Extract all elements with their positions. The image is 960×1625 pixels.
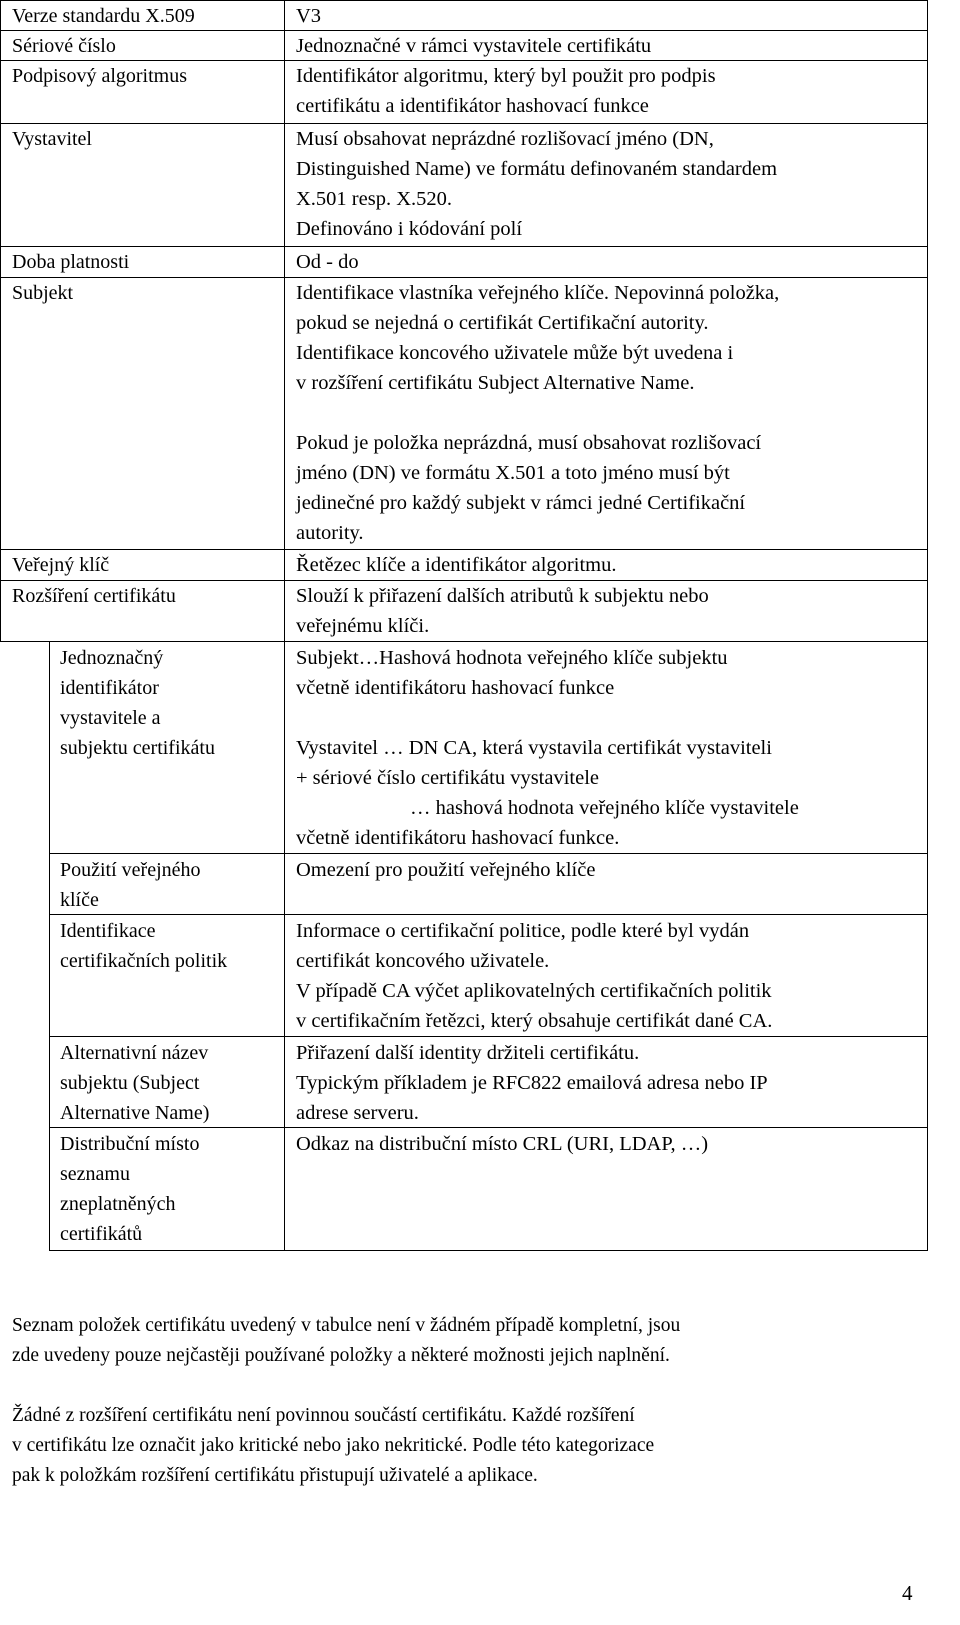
extension-desc: Vystavitel … DN CA, která vystavila certifikát vystaviteli xyxy=(296,737,772,759)
table-border xyxy=(0,30,928,31)
extension-desc: Typickým příkladem je RFC822 emailová adresa nebo IP xyxy=(296,1072,768,1094)
row-desc: certifikátu a identifikátor hashovací funkce xyxy=(296,95,649,117)
row-desc: V3 xyxy=(296,5,322,27)
extension-label: seznamu xyxy=(60,1163,130,1185)
row-desc: v rozšíření certifikátu Subject Alternative Name. xyxy=(296,372,695,394)
row-desc: Identifikace koncového uživatele může být uvedena i xyxy=(296,342,734,364)
extension-label: Distribuční místo xyxy=(60,1133,200,1155)
row-desc: jedinečné pro každý subjekt v rámci jedné Certifikační xyxy=(296,492,746,514)
row-desc: Identifikátor algoritmu, který byl použit pro podpis xyxy=(296,65,716,87)
extension-label: Alternativní název xyxy=(60,1042,209,1064)
extension-desc: V případě CA výčet aplikovatelných certifikačních politik xyxy=(296,980,772,1002)
row-desc: Řetězec klíče a identifikátor algoritmu. xyxy=(296,554,617,576)
extension-desc: Subjekt…Hashová hodnota veřejného klíče subjektu xyxy=(296,647,728,669)
row-desc: veřejnému klíči. xyxy=(296,615,430,637)
row-label: Podpisový algoritmus xyxy=(12,65,188,87)
table-border xyxy=(49,1036,928,1037)
paragraph-line: zde uvedeny pouze nejčastěji používané položky a některé možnosti jejich naplnění. xyxy=(12,1345,670,1366)
extension-desc: Přiřazení další identity držiteli certifikátu. xyxy=(296,1042,640,1064)
row-desc: X.501 resp. X.520. xyxy=(296,188,453,210)
row-desc: Od - do xyxy=(296,251,359,273)
page-number: 4 xyxy=(902,1581,913,1605)
table-border xyxy=(0,641,928,642)
table-border xyxy=(0,277,928,278)
row-desc: Slouží k přiřazení dalších atributů k subjektu nebo xyxy=(296,585,709,607)
row-desc: autority. xyxy=(296,522,364,544)
row-label: Verze standardu X.509 xyxy=(12,5,195,27)
extension-label: certifikátů xyxy=(60,1223,143,1245)
table-border xyxy=(0,549,928,550)
table-border xyxy=(0,0,928,1)
table-border xyxy=(0,60,928,61)
table-border xyxy=(49,641,50,1251)
row-label: Rozšíření certifikátu xyxy=(12,585,176,607)
extension-desc: včetně identifikátoru hashovací funkce xyxy=(296,677,615,699)
row-desc: Distinguished Name) ve formátu definovaném standardem xyxy=(296,158,778,180)
extension-label: certifikačních politik xyxy=(60,950,228,972)
row-label: Veřejný klíč xyxy=(12,554,110,576)
extension-desc: včetně identifikátoru hashovací funkce. xyxy=(296,827,620,849)
extension-desc: Odkaz na distribuční místo CRL (URI, LDAP, …) xyxy=(296,1133,709,1155)
extension-desc: certifikát koncového uživatele. xyxy=(296,950,550,972)
extension-label: subjektu certifikátu xyxy=(60,737,215,759)
extension-label: zneplatněných xyxy=(60,1193,176,1215)
row-label: Subjekt xyxy=(12,282,74,304)
extension-desc: + sériové číslo certifikátu vystavitele xyxy=(296,767,600,789)
table-border xyxy=(284,0,285,1251)
row-desc: pokud se nejedná o certifikát Certifikační autority. xyxy=(296,312,709,334)
table-border xyxy=(49,853,928,854)
extension-label: vystavitele a xyxy=(60,707,161,729)
row-label: Doba platnosti xyxy=(12,251,130,273)
extension-desc: … hashová hodnota veřejného klíče vystavitele xyxy=(410,797,799,819)
row-desc: Identifikace vlastníka veřejného klíče. Nepovinná položka, xyxy=(296,282,780,304)
table-border xyxy=(0,123,928,124)
paragraph-line: Seznam položek certifikátu uvedený v tabulce není v žádném případě kompletní, jsou xyxy=(12,1315,681,1336)
table-border xyxy=(0,0,1,642)
paragraph-line: pak k položkám rozšíření certifikátu přistupují uživatelé a aplikace. xyxy=(12,1465,538,1486)
extension-desc: Omezení pro použití veřejného klíče xyxy=(296,859,596,881)
row-desc: Jednoznačné v rámci vystavitele certifikátu xyxy=(296,35,652,57)
table-border xyxy=(0,246,928,247)
extension-label: Alternative Name) xyxy=(60,1102,210,1124)
row-desc: Musí obsahovat neprázdné rozlišovací jméno (DN, xyxy=(296,128,714,150)
paragraph-line: Žádné z rozšíření certifikátu není povinnou součástí certifikátu. Každé rozšíření xyxy=(12,1405,635,1426)
extension-desc: adrese serveru. xyxy=(296,1102,419,1124)
row-label: Sériové číslo xyxy=(12,35,116,57)
extension-label: Jednoznačný xyxy=(60,647,164,669)
table-border xyxy=(0,580,928,581)
extension-label: Identifikace xyxy=(60,920,156,942)
row-desc: jméno (DN) ve formátu X.501 a toto jméno musí být xyxy=(296,462,730,484)
table-border xyxy=(927,0,928,1251)
table-border xyxy=(49,1127,928,1128)
paragraph-line: v certifikátu lze označit jako kritické nebo jako nekritické. Podle této kategorizace xyxy=(12,1435,655,1456)
extension-desc: Informace o certifikační politice, podle které byl vydán xyxy=(296,920,750,942)
row-desc: Pokud je položka neprázdná, musí obsahovat rozlišovací xyxy=(296,432,762,454)
extension-label: identifikátor xyxy=(60,677,159,699)
extension-label: subjektu (Subject xyxy=(60,1072,200,1094)
extension-label: klíče xyxy=(60,889,99,911)
extension-desc: v certifikačním řetězci, který obsahuje certifikát dané CA. xyxy=(296,1010,773,1032)
table-border xyxy=(49,914,928,915)
table-border xyxy=(49,1250,928,1251)
extension-label: Použití veřejného xyxy=(60,859,201,881)
row-desc: Definováno i kódování polí xyxy=(296,218,523,240)
row-label: Vystavitel xyxy=(12,128,92,150)
